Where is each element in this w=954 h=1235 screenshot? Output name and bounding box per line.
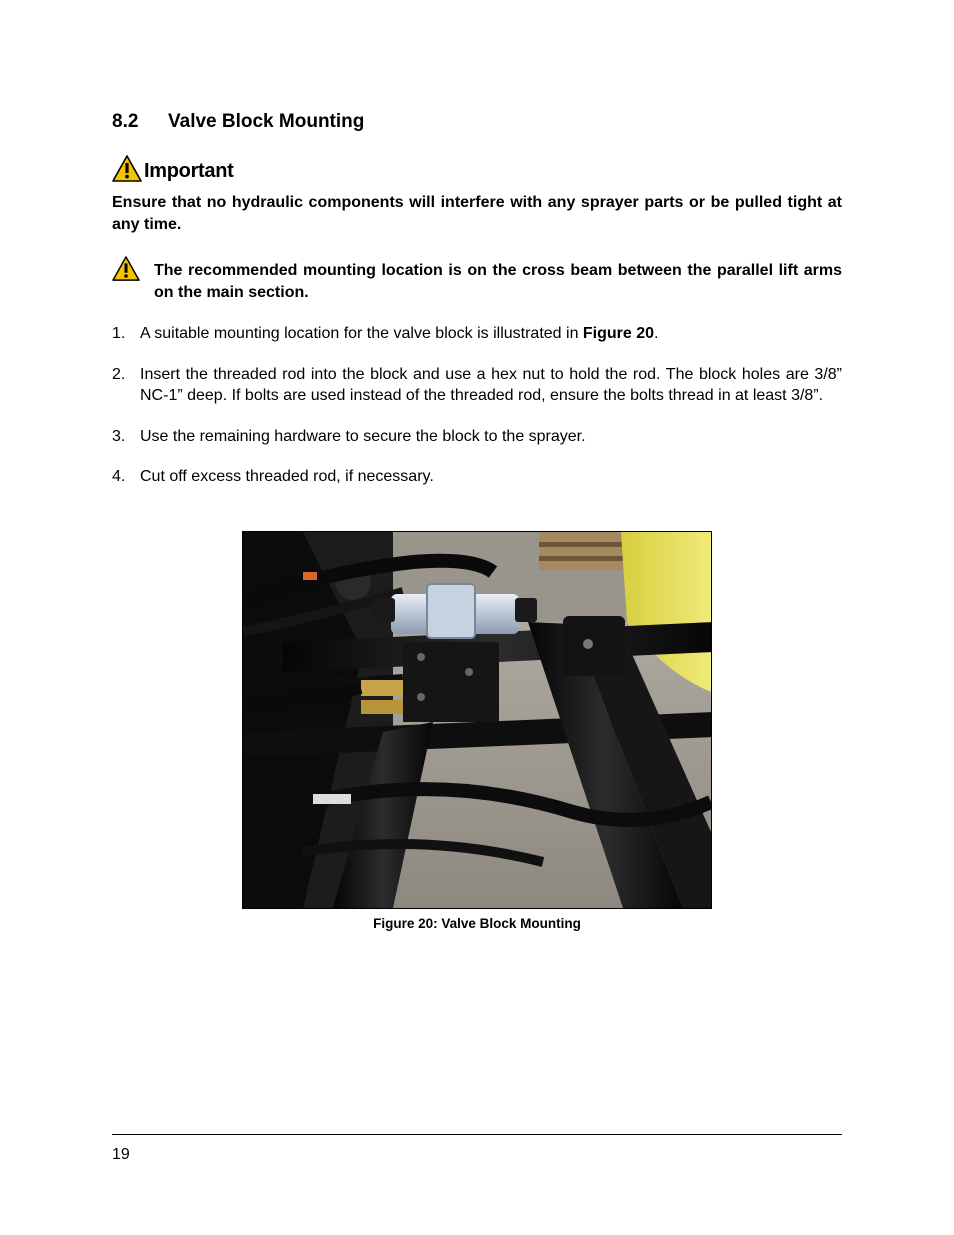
warning-triangle-icon xyxy=(112,155,142,188)
step-number: 2. xyxy=(112,365,126,383)
step-item xyxy=(112,466,842,488)
warning-triangle-icon xyxy=(112,256,140,287)
figure-caption: Figure 20: Valve Block Mounting xyxy=(373,916,581,931)
section-heading xyxy=(112,111,364,133)
step-number: 4. xyxy=(112,468,126,485)
step-number: 3. xyxy=(112,427,126,445)
page-number: 19 xyxy=(112,1146,130,1163)
section-title: Valve Block Mounting xyxy=(168,111,365,132)
step-number: 1. xyxy=(112,325,126,342)
step-text-end: . xyxy=(654,325,659,342)
step-item xyxy=(112,323,842,345)
step-text: Cut off excess threaded rod, if necessary. xyxy=(140,468,434,485)
important-header xyxy=(112,156,234,186)
step-item xyxy=(112,426,842,448)
step-text: Use the remaining hardware to secure the block to the sprayer. xyxy=(140,427,586,445)
note-text: The recommended mounting location is on the cross beam between the parallel lift arms on the main section. xyxy=(154,262,842,301)
instruction-steps xyxy=(112,323,842,488)
section-number: 8.2 xyxy=(112,111,139,132)
figure-reference-link[interactable]: Figure 20 xyxy=(582,325,655,342)
important-label: Important xyxy=(144,159,234,182)
important-warning-text: Ensure that no hydraulic components will interfere with any sprayer parts or be pulled tight at any time. xyxy=(112,194,842,233)
footer-divider xyxy=(112,1134,842,1135)
valve-block-photo xyxy=(242,531,712,909)
step-item xyxy=(112,364,842,407)
step-text: Insert the threaded rod into the block and use a hex nut to hold the rod. The block holes are 3/8” NC-1” deep. If bolts are used instead of the threaded rod, ensure the bolts thread in at least 3/8”. xyxy=(140,365,842,404)
step-text: A suitable mounting location for the valve block is illustrated in xyxy=(140,325,583,342)
